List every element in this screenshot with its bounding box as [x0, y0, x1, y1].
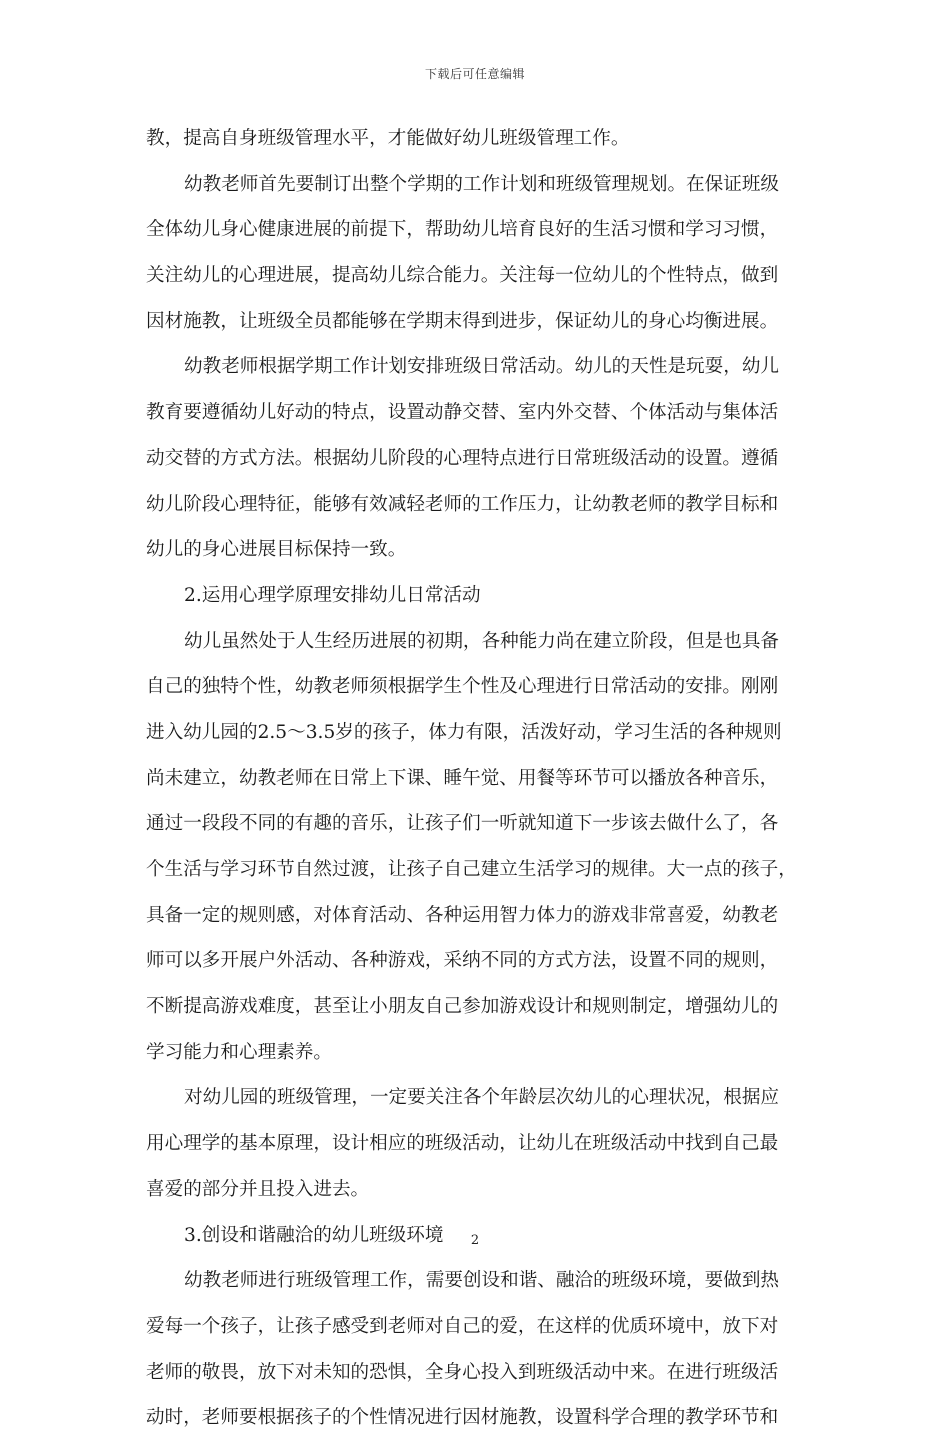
text-line: 关注幼儿的心理进展，提高幼儿综合能力。关注每一位幼儿的个性特点，做到 [146, 265, 779, 287]
text-line: 爱每一个孩子，让孩子感受到老师对自己的爱，在这样的优质环境中，放下对 [146, 1315, 779, 1337]
paragraph-start-line: 幼教老师根据学期工作计划安排班级日常活动。幼儿的天性是玩耍，幼儿 [184, 356, 780, 378]
text-line: 进入幼儿园的2.5～3.5岁的孩子，体力有限，活泼好动，学习生活的各种规则 [146, 721, 782, 743]
page-header: 下载后可任意编辑 [424, 67, 525, 81]
text-line: 师可以多开展户外活动、各种游戏，采纳不同的方式方法，设置不同的规则， [146, 950, 779, 972]
paragraph-start-line: 幼儿虽然处于人生经历进展的初期，各种能力尚在建立阶段，但是也具备 [184, 630, 780, 652]
text-line: 喜爱的部分并且投入进去。 [146, 1178, 370, 1200]
text-line: 尚未建立，幼教老师在日常上下课、睡午觉、用餐等环节可以播放各种音乐， [146, 767, 779, 789]
text-line: 老师的敬畏，放下对未知的恐惧，全身心投入到班级活动中来。在进行班级活 [146, 1361, 779, 1383]
section-heading: 3.创设和谐融洽的幼儿班级环境 [184, 1224, 444, 1246]
text-line: 动时，老师要根据孩子的个性情况进行因材施教，设置科学合理的教学环节和 [146, 1407, 779, 1429]
text-line: 不断提高游戏难度，甚至让小朋友自己参加游戏设计和规则制定，增强幼儿的 [146, 996, 779, 1018]
text-line: 通过一段段不同的有趣的音乐，让孩子们一听就知道下一步该去做什么了，各 [146, 813, 779, 835]
text-line: 教育要遵循幼儿好动的特点，设置动静交替、室内外交替、个体活动与集体活 [146, 402, 779, 424]
text-line: 教，提高自身班级管理水平，才能做好幼儿班级管理工作。 [146, 128, 630, 149]
text-line: 个生活与学习环节自然过渡，让孩子自己建立生活学习的规律。大一点的孩子， [146, 859, 797, 880]
paragraph-start-line: 幼教老师首先要制订出整个学期的工作计划和班级管理规划。在保证班级 [184, 173, 780, 195]
text-line: 全体幼儿身心健康进展的前提下，帮助幼儿培育良好的生活习惯和学习习惯， [146, 219, 779, 241]
page-number: 2 [470, 1233, 480, 1248]
text-line: 用心理学的基本原理，设计相应的班级活动，让幼儿在班级活动中找到自己最 [146, 1133, 779, 1155]
text-line: 自己的独特个性，幼教老师须根据学生个性及心理进行日常活动的安排。刚刚 [146, 676, 779, 698]
section-heading: 2.运用心理学原理安排幼儿日常活动 [184, 584, 481, 606]
paragraph-start-line: 对幼儿园的班级管理，一定要关注各个年龄层次幼儿的心理状况，根据应 [184, 1087, 780, 1109]
text-line: 学习能力和心理素养。 [146, 1041, 332, 1063]
text-line: 幼儿阶段心理特征，能够有效减轻老师的工作压力，让幼教老师的教学目标和 [146, 493, 779, 515]
text-line: 具备一定的规则感，对体育活动、各种运用智力体力的游戏非常喜爱，幼教老 [146, 904, 779, 926]
text-line: 因材施教，让班级全员都能够在学期末得到进步，保证幼儿的身心均衡进展。 [146, 310, 779, 332]
text-line: 幼儿的身心进展目标保持一致。 [146, 539, 407, 561]
paragraph-start-line: 幼教老师进行班级管理工作，需要创设和谐、融洽的班级环境，要做到热 [184, 1270, 780, 1292]
text-line: 动交替的方式方法。根据幼儿阶段的心理特点进行日常班级活动的设置。遵循 [146, 447, 779, 469]
